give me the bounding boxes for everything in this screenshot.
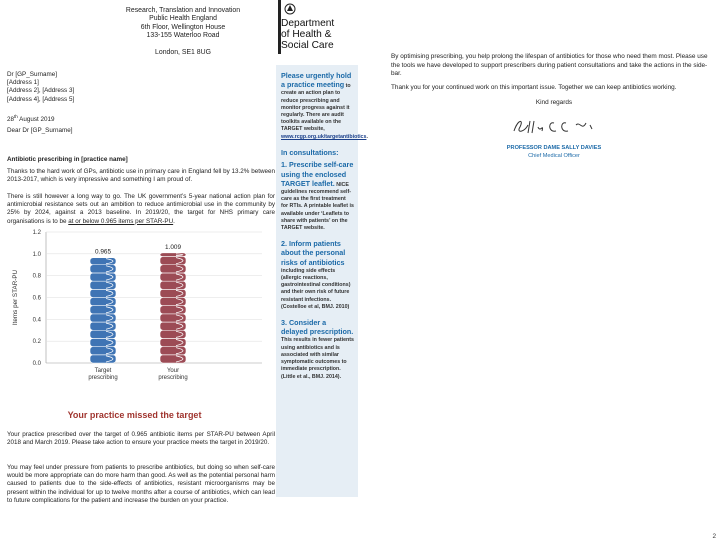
x-tick-label: Your bbox=[166, 368, 180, 374]
sidebar-step-1: 1. Prescribe self-care using the enclosed TARGET leaflet. NICE guidelines recommend self-care as the first treatment for RTIs. A printable leaflet is available under ‘Leaflets to share with patients’ on the TARGET website. bbox=[281, 160, 354, 232]
royal-crest-icon bbox=[283, 2, 297, 16]
paragraph-1: Thanks to the hard work of GPs, antibiotic use in primary care in England fell by 13.2% between 2013-2017, which is very impressive and something I am proud of. bbox=[7, 168, 275, 184]
sidebar-step-2: 2. Inform patients about the personal risks of antibiotics including side effects (allergic reactions, gastrointestinal conditions) and their own risk of future resistant infections. (Costelloe et al, BMJ. 2010) bbox=[281, 239, 351, 310]
bar-chart bbox=[0, 222, 270, 387]
bar bbox=[160, 253, 186, 363]
department-logo-text: Department of Health & Social Care bbox=[281, 18, 335, 51]
sender-line: Research, Translation and Innovation bbox=[125, 7, 241, 14]
data-label: 1.009 bbox=[165, 243, 181, 251]
signer-name: PROFESSOR DAME SALLY DAVIES bbox=[506, 145, 602, 151]
target-value: at or below 0.965 items per STAR-PU bbox=[68, 217, 174, 225]
x-tick-label: prescribing bbox=[158, 375, 188, 381]
y-tick-label: 0.0 bbox=[32, 361, 41, 367]
sidebar-step-3: 3. Consider a delayed prescription. This results in fewer patients using antibiotics and is associated with similar symptomatic outcomes to immediate prescription. (Little et al., BMJ. 2014). bbox=[281, 318, 354, 380]
bar bbox=[90, 258, 116, 363]
paragraph-3: Your practice prescribed over the target of 0.965 antibiotic items per STAR-PU between April 2018 and March 2019. Please take action to ensure your practice meets the target in 2019/20. bbox=[7, 431, 275, 447]
handwritten-signature bbox=[510, 115, 600, 137]
missed-target-heading: Your practice missed the target bbox=[67, 410, 202, 420]
x-tick-label: Target bbox=[94, 368, 112, 374]
letter-subject: Antibiotic prescribing in [practice name] bbox=[7, 156, 128, 163]
x-tick-label: prescribing bbox=[88, 375, 118, 381]
sender-line: Public Health England bbox=[149, 15, 217, 23]
salutation: Dear Dr [GP_Surname] bbox=[7, 127, 73, 134]
recipient-address bbox=[7, 71, 275, 104]
sender-line: London, SE1 8UG bbox=[155, 48, 211, 56]
recipient-name: Dr [GP_Surname] bbox=[7, 71, 58, 78]
y-tick-label: 1.0 bbox=[32, 251, 41, 258]
kind-regards: Kind regards bbox=[535, 99, 573, 106]
signer-block bbox=[391, 145, 717, 160]
address-line: [Address 1] bbox=[7, 79, 39, 87]
y-tick-label: 0.4 bbox=[32, 317, 41, 324]
consultations-heading: In consultations: bbox=[281, 147, 339, 157]
y-tick-label: 1.2 bbox=[32, 230, 41, 236]
letter-date: 28th August 2019 bbox=[7, 114, 55, 124]
page-number: 2 bbox=[712, 533, 716, 540]
prescribing-chart bbox=[0, 222, 270, 387]
closing-paragraph-2: Thank you for your continued work on this important issue. Together we can keep antibiotics working. bbox=[391, 84, 677, 91]
address-line: [Address 4], [Address 5] bbox=[7, 95, 75, 103]
signer-title: Chief Medical Officer bbox=[528, 152, 580, 159]
sender-address bbox=[98, 7, 268, 57]
y-tick-label: 0.8 bbox=[32, 273, 41, 280]
closing-paragraph-1: By optimising prescribing, you help prolong the lifespan of antibiotics for those who need them most. Please use the tools we have developed to support prescribers during patient consultations and take the actions in the side-bar. bbox=[391, 53, 708, 78]
action-sidebar bbox=[276, 65, 368, 497]
sender-line: 6th Floor, Wellington House bbox=[140, 23, 226, 31]
sidebar-meeting-block: Please urgently hold a practice meeting to create an action plan to reduce prescribing and monitor progress against it regularly. There are audit toolkits available on the TARGET website, www.rcgp.org.uk/targetantibiotics. bbox=[281, 71, 368, 140]
y-tick-label: 0.2 bbox=[32, 339, 41, 346]
paragraph-2: There is still however a long way to go. The UK government’s 5-year national action plan for antimicrobial resistance sets out an ambition to reduce antimicrobial use in the community by 25% by 2024, against a 2013 baseline. In 2019/20, the target for NHS primary care organisations is to be at or below 0.965 items per STAR-PU. bbox=[7, 193, 275, 225]
paragraph-4: You may feel under pressure from patients to prescribe antibiotics, but doing so when self-care would be more appropriate can do more harm than good. As well as the potential personal harm caused to patients due to the side-effects of antibiotics, resistant microorganisms may be present within the individual for up to twelve months after a course of antibiotics, which can lead to future complications for the patient and increase the burden on your practice. bbox=[7, 464, 275, 504]
data-label: 0.965 bbox=[95, 248, 111, 256]
y-axis-label: Items per STAR-PU bbox=[12, 269, 19, 326]
y-tick-label: 0.6 bbox=[32, 295, 41, 302]
sidebar-heading: Please urgently hold a practice meeting bbox=[281, 71, 352, 90]
target-website-link[interactable]: www.rcgp.org.uk/targetantibiotics bbox=[281, 133, 367, 140]
sender-line: 133-155 Waterloo Road bbox=[146, 32, 220, 40]
address-line: [Address 2], [Address 3] bbox=[7, 87, 75, 95]
